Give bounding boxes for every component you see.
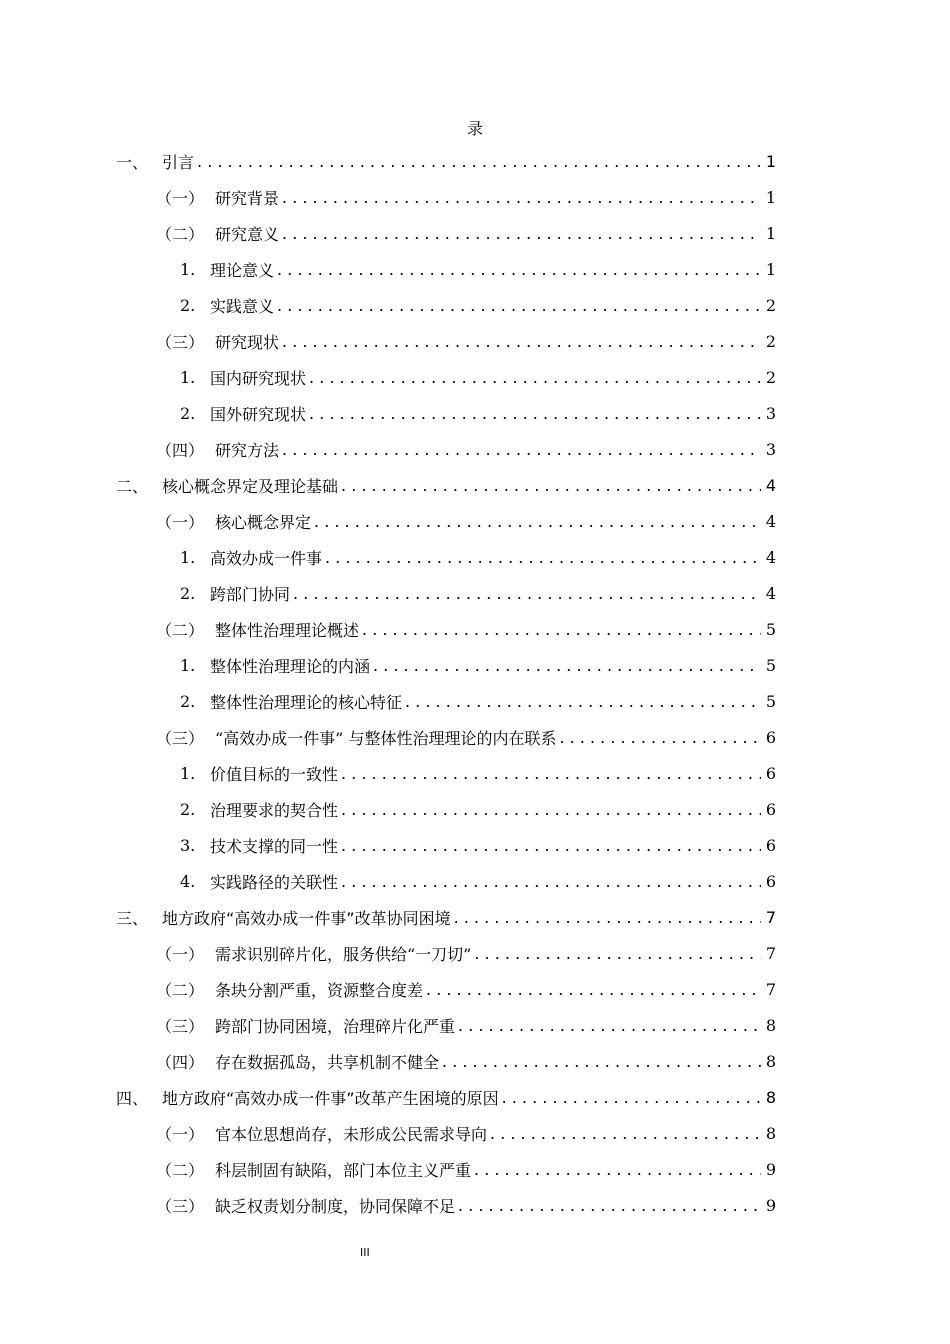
toc-entry[interactable] (116, 431, 776, 467)
toc-entry[interactable] (116, 899, 776, 935)
toc-entry-page: 4 (765, 511, 776, 531)
toc-entry[interactable] (116, 323, 776, 359)
toc-entry-number: 4. (180, 871, 196, 891)
toc-entry-page: 2 (765, 295, 776, 315)
toc-entry-title: 存在数据孤岛，共享机制不健全 (215, 1052, 440, 1072)
toc-entry-title: 国外研究现状 (210, 404, 307, 424)
toc-entry-title: 整体性治理理论的内涵 (210, 656, 371, 676)
dot-leader (282, 224, 761, 243)
toc-entry-number: 3. (180, 835, 196, 855)
toc-entry-title: 整体性治理理论概述 (215, 620, 360, 640)
toc-entry-title: 官本位思想尚存，未形成公民需求导向 (215, 1124, 488, 1144)
toc-entry-number: （四） (156, 1052, 205, 1072)
toc-entry-page: 4 (765, 547, 776, 567)
dot-leader (454, 908, 761, 927)
toc-entry[interactable] (116, 863, 776, 899)
toc-entry-number: 2. (180, 583, 196, 603)
toc-entry-number: 二、 (116, 476, 149, 496)
toc-entry[interactable] (116, 791, 776, 827)
toc-entry-page: 7 (765, 979, 776, 999)
toc-entry[interactable] (116, 287, 776, 323)
dot-leader (362, 620, 761, 639)
toc-entry[interactable] (116, 575, 776, 611)
dot-leader (277, 296, 761, 315)
dot-leader (341, 476, 761, 495)
toc-entry[interactable] (116, 503, 776, 539)
toc-entry-number: （一） (156, 944, 205, 964)
dot-leader (405, 692, 761, 711)
toc-entry-title: 整体性治理理论的核心特征 (210, 692, 403, 712)
toc-entry-page: 7 (765, 943, 776, 963)
dot-leader (474, 944, 761, 963)
toc-entry-title: 理论意义 (210, 260, 275, 280)
toc-entry-title: 研究方法 (215, 440, 280, 460)
toc-entry-title: 研究现状 (215, 332, 280, 352)
toc-entry-title: 实践意义 (210, 296, 275, 316)
dot-leader (474, 1160, 761, 1179)
toc-entry-page: 6 (765, 799, 776, 819)
toc-entry-page: 8 (765, 1015, 776, 1035)
toc-entry-title: 高效办成一件事 (210, 548, 323, 568)
toc-entry-number: （四） (156, 440, 205, 460)
toc-entry-number: 四、 (116, 1088, 149, 1108)
toc-entry-number: 1. (180, 367, 196, 387)
page-number-footer: III (360, 1246, 370, 1259)
toc-entry[interactable] (116, 215, 776, 251)
toc-entry-page: 6 (765, 835, 776, 855)
toc-entry-page: 8 (765, 1123, 776, 1143)
toc-entry-page: 6 (765, 763, 776, 783)
toc-entry[interactable] (116, 647, 776, 683)
toc-entry-page: 5 (765, 691, 776, 711)
dot-leader (197, 152, 761, 171)
dot-leader (325, 548, 761, 567)
toc-entry[interactable] (116, 1187, 776, 1223)
toc-entry[interactable] (116, 143, 776, 179)
toc-entry-page: 5 (765, 655, 776, 675)
toc-entry-title: 地方政府“高效办成一件事”改革协同困境 (162, 908, 451, 928)
toc-entry[interactable] (116, 755, 776, 791)
toc-entry[interactable] (116, 359, 776, 395)
toc-entry-number: （二） (156, 1160, 205, 1180)
toc-entry-title: 实践路径的关联性 (210, 872, 339, 892)
toc-entry-number: （三） (156, 728, 205, 748)
toc-entry-number: 1. (180, 547, 196, 567)
toc-entry-title: 缺乏权责划分制度，协同保障不足 (215, 1196, 456, 1216)
toc-entry-title: 科层制固有缺陷，部门本位主义严重 (215, 1160, 472, 1180)
toc-entry-page: 1 (765, 259, 776, 279)
toc-entry-number: （一） (156, 512, 205, 532)
toc-entry[interactable] (116, 1043, 776, 1079)
toc-entry-number: 2. (180, 295, 196, 315)
toc-entry-page: 1 (765, 151, 776, 171)
dot-leader (282, 188, 761, 207)
toc-entry[interactable] (116, 611, 776, 647)
toc-entry-number: （三） (156, 332, 205, 352)
toc-entry-page: 3 (765, 439, 776, 459)
toc-entry-title: 跨部门协同 (210, 584, 291, 604)
toc-entry-title: 价值目标的一致性 (210, 764, 339, 784)
toc-entry-title: “高效办成一件事” 与整体性治理理论的内在联系 (215, 728, 557, 748)
toc-entry-number: 1. (180, 763, 196, 783)
toc-entry-page: 8 (765, 1087, 776, 1107)
toc-entry-title: 跨部门协同困境，治理碎片化严重 (215, 1016, 456, 1036)
toc-entry-number: 1. (180, 655, 196, 675)
toc-entry-title: 技术支撑的同一性 (210, 836, 339, 856)
toc-entry-title: 需求识别碎片化，服务供给“一刀切” (215, 944, 472, 964)
toc-entry-number: （三） (156, 1196, 205, 1216)
toc-entry-page: 9 (765, 1195, 776, 1215)
toc-entry-page: 2 (765, 367, 776, 387)
toc-entry[interactable] (116, 719, 776, 755)
toc-entry-title: 治理要求的契合性 (210, 800, 339, 820)
toc-entry-number: （二） (156, 980, 205, 1000)
table-of-contents (116, 143, 776, 1223)
dot-leader (293, 584, 761, 603)
toc-entry-page: 6 (765, 727, 776, 747)
dot-leader (490, 1124, 761, 1143)
toc-entry-number: 三、 (116, 908, 149, 928)
toc-entry-page: 5 (765, 619, 776, 639)
toc-heading: 录 (466, 119, 483, 138)
toc-entry-page: 4 (765, 475, 776, 495)
dot-leader (309, 368, 761, 387)
dot-leader (458, 1016, 761, 1035)
toc-entry-page: 7 (765, 907, 776, 927)
toc-entry-page: 6 (765, 871, 776, 891)
toc-entry-title: 研究背景 (215, 188, 280, 208)
dot-leader (314, 512, 761, 531)
toc-entry-number: 2. (180, 403, 196, 423)
toc-entry[interactable] (116, 467, 776, 503)
dot-leader (277, 260, 761, 279)
toc-entry-number: （三） (156, 1016, 205, 1036)
toc-entry-number: 一、 (116, 152, 149, 172)
toc-entry-number: 2. (180, 799, 196, 819)
toc-entry-title: 核心概念界定 (215, 512, 312, 532)
toc-entry-page: 1 (765, 187, 776, 207)
dot-leader (341, 872, 761, 891)
toc-entry-number: 1. (180, 259, 196, 279)
dot-leader (282, 440, 761, 459)
toc-entry[interactable] (116, 179, 776, 215)
toc-entry-title: 地方政府“高效办成一件事”改革产生困境的原因 (162, 1088, 499, 1108)
toc-entry[interactable] (116, 1151, 776, 1187)
toc-entry-page: 4 (765, 583, 776, 603)
toc-entry-title: 核心概念界定及理论基础 (162, 476, 339, 496)
toc-entry-title: 条块分割严重，资源整合度差 (215, 980, 424, 1000)
dot-leader (341, 764, 761, 783)
toc-entry[interactable] (116, 971, 776, 1007)
toc-entry-title: 研究意义 (215, 224, 280, 244)
toc-entry[interactable] (116, 935, 776, 971)
dot-leader (341, 800, 761, 819)
toc-entry-page: 1 (765, 223, 776, 243)
toc-entry[interactable] (116, 539, 776, 575)
dot-leader (442, 1052, 761, 1071)
dot-leader (559, 728, 761, 747)
toc-entry[interactable] (116, 827, 776, 863)
toc-entry-number: 2. (180, 691, 196, 711)
toc-entry-number: （一） (156, 1124, 205, 1144)
dot-leader (458, 1196, 761, 1215)
toc-entry-page: 3 (765, 403, 776, 423)
toc-entry[interactable] (116, 1007, 776, 1043)
dot-leader (426, 980, 761, 999)
toc-entry[interactable] (116, 1115, 776, 1151)
toc-entry[interactable] (116, 1079, 776, 1115)
toc-entry-number: （二） (156, 620, 205, 640)
toc-entry[interactable] (116, 683, 776, 719)
dot-leader (502, 1088, 761, 1107)
toc-entry-page: 8 (765, 1051, 776, 1071)
dot-leader (282, 332, 761, 351)
toc-entry-number: （一） (156, 188, 205, 208)
toc-entry-number: （二） (156, 224, 205, 244)
toc-entry-title: 引言 (162, 152, 195, 172)
toc-entry-page: 2 (765, 331, 776, 351)
dot-leader (309, 404, 761, 423)
toc-entry-page: 9 (765, 1159, 776, 1179)
toc-entry-title: 国内研究现状 (210, 368, 307, 388)
dot-leader (341, 836, 761, 855)
toc-entry[interactable] (116, 251, 776, 287)
dot-leader (373, 656, 761, 675)
toc-entry[interactable] (116, 395, 776, 431)
